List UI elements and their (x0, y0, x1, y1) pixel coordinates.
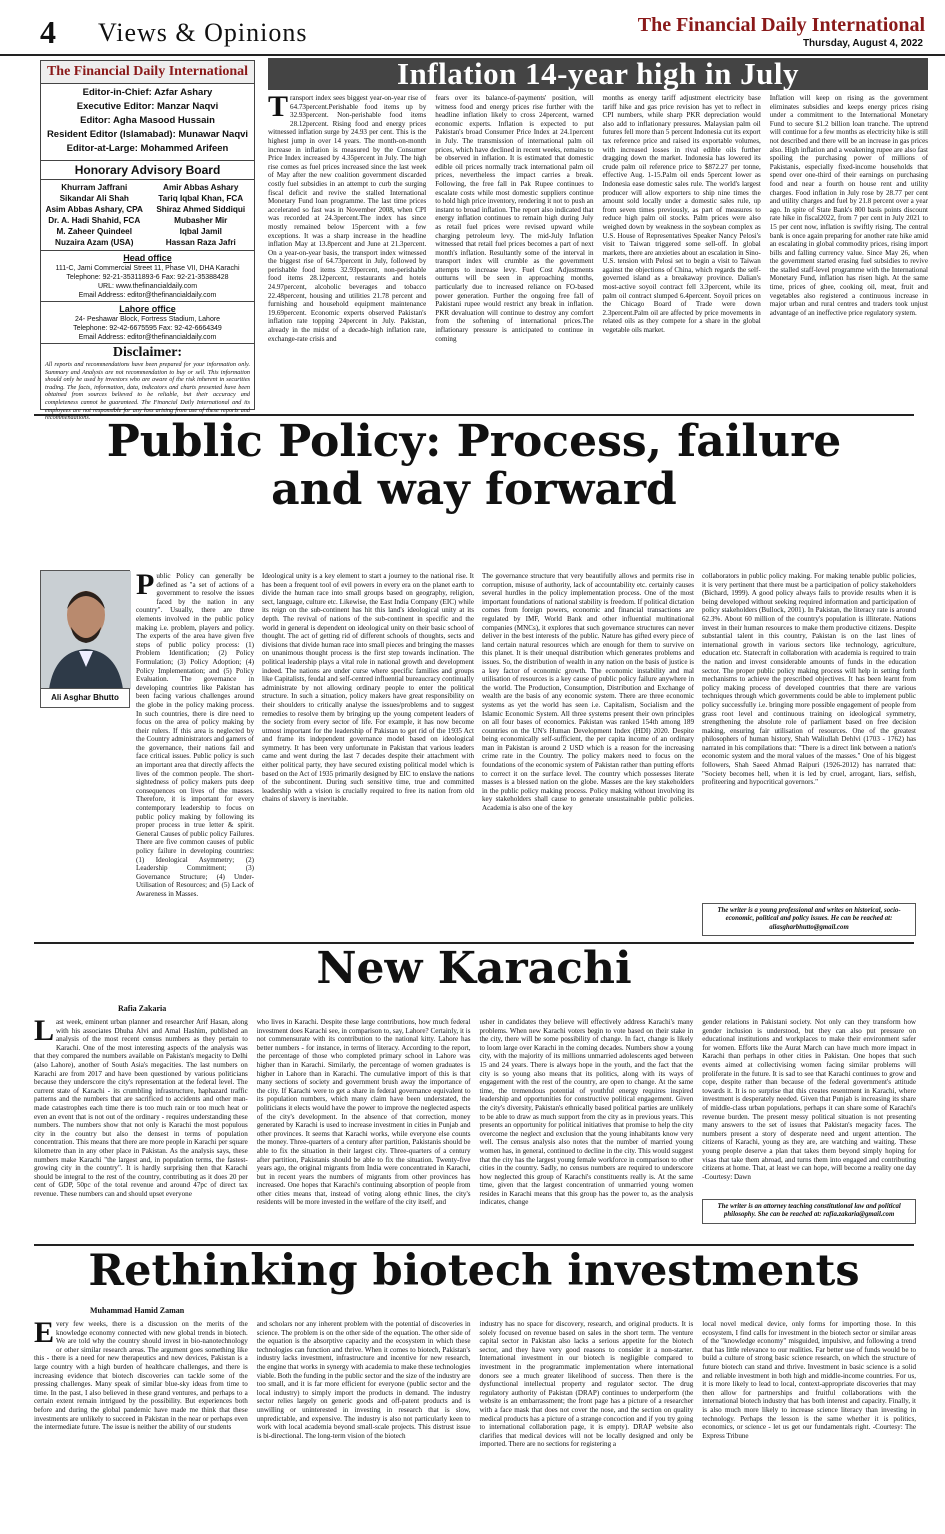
disclaimer-title: Disclaimer: (112, 345, 183, 360)
article-column (34, 1316, 248, 1528)
advisory-board-list (41, 180, 254, 251)
author-photo-caption: Ali Asghar Bhutto (40, 688, 130, 708)
drop-cap: T (268, 90, 289, 123)
article-column: Ideological unity is a key element to start a journey to the national rise. It has been a frequent tool of evil powers in every era on the planet earth to divide the human race into small groups based on geography, religion, sect, language, culture etc. Likewise, the East India Company (EIC) while its reign on the sub-continent has hit this land's ideological unity at its depth. The revival of nations of the sub-continent in specific and the world in general is dependent on ideological unity on their basic school of thought. The act of getting rid of different schools of thoughts, sects and divisions that divide human race into small pieces and bringing the masses on unanimous thought process is the first step towards inclination. The political leadership plays a vital role in national growth and development indeed. The nations are under curse where specific families and groups like Capitalists, feudal and self-centred influential bureaucracy continually administrate by not allowing ordinary people to enter the political structure. In such a situation, policy makers have great responsibility on their shoulders to critically analyse the issues/problems and to suggest remedies to resolve them by bringing up the young competent leaders of the society from every sector of life. For example, it has now become utmost important for the leadership of Pakistan to get rid of the 1935 Act and frame its independent governance model based on ideological symmetry. It has been very unfortunate in Pakistan that various leaders came and went during the last 7 decades despite their attachment with either political party, they have secured existing political model which is based on the Act of 1935 primarily designed by EIC to enslave the nations of the subcontinent. During such sensitive time, true and committed leadership with a vision is crucially required to free its nation from old chains of slavery is inevitable. (262, 572, 474, 804)
board-member: Mubasher Mir (174, 216, 228, 225)
masthead-name: The Financial Daily International (41, 61, 254, 84)
advisory-board-title: Honorary Advisory Board (41, 160, 254, 180)
public-policy-headline (34, 418, 914, 514)
article-column (34, 1014, 248, 1238)
address-line: 111-C, Jami Commercial Street 11, Phase VII, DHA Karachi (55, 265, 240, 272)
byline: Muhammad Hamid Zaman (90, 1306, 185, 1315)
drop-cap: E (34, 1316, 55, 1349)
article-column: local novel medical device, only forms for importing those. In this ecosystem, I find calls for investment in the biotech sector or similar areas of the "knowledge economy" misguided, impulsive, and following a trend that has little relevance to our realities. Far better use of funds would be to build a culture of strong basic science research, on which the structure of future biotech can stand and thrive. Investment in basic science is a solid and reliable investment in both high and middle-income countries. For us, it is more likely to lead to local, context-appropriate discoveries that may then allow for partnerships and fruitful collaborations with the international biotech industry that has both interest and capacity. Finally, it is also much more likely to increase science literacy than investing in technology. Perhaps the lesson is the same whether it is politics, economics, or science - let us get our fundamentals right. -Courtesy: The Express Tribune (702, 1320, 916, 1440)
article-text: gender relations in Pakistani society. Not only can they transform how gender inclusion is understood, but they can also put pressure on educational institutions and workplaces to make their environment safer for women. Efforts like the Aurat March can have much more impact in Karachi than perhaps in other cities in Pakistan. One hopes that such events aimed at collectivising women facing similar problems will proliferate in the future. It is sad to see that Karachi continues to grow and cope, despite rather than because of the federal government's attitude towards it. It is no surprise that this creates resentment in Karachi, where investment is desperately needed. Given that Punjab is increasing its share of middle-class urban populations, perhaps it can share some of Karachi's revenue burden. The present messy political situation is not presenting many answers to the set of issues that Pakistan's megacity faces. The numbers present a story of desperate need and urgent attention. The citizens of Karachi, young as they are, are watching and waiting. These young people deserve a plan that takes them beyond simply hoping for visas that take them abroad, and turns them into engaged and contributing citizens at home. That, at least we can hope, will become a reality one day -Courtesy: Dawn (702, 1018, 916, 1181)
headline-line: and way forward (271, 464, 677, 515)
board-member: Khurram Jaffrani (61, 183, 128, 192)
board-member: Asim Abbas Ashary, CPA (45, 205, 143, 214)
headline-line: Public Policy: Process, failure (106, 416, 842, 467)
address-line: 24- Peshawar Block, Fortress Stadium, Lahore (74, 316, 221, 323)
drop-cap: P (136, 568, 155, 601)
article-column: usher in candidates they believe will effectively address Karachi's many problems. When new Karachi voters begin to vote based on their stake in the city, there will be some possibility of change. In fact, change is likely to loom large over Karachi in the coming decades. Numbers show a young city, with the majority of its millions unmarried adolescents aged between 15 and 24 years. There is always hope in the youth, and the fact that the city is so young also means that its politics, along with its ways of engagement with the rest of the country, are open to change. At the same time, the tremendous potential of youthful energy requires inspired leadership and opportunities for constructive political engagement. Given the city's diversity, Pakistan's ethnically based political parties are unlikely to be able to draw as much support from the city as in previous years. This presents an opportunity for political initiatives that promise to help the city overcome the neglect and exclusion that the young inhabitants know very well. The census analysis also notes that the number of married young women has, in general, continued to decline in the city. This would suggest that the city has the largest young female workforce in comparison to other cities in the country. Sadly, no census numbers are required to underscore how neglected this group of Karachi's constituents really is. At the same time, given that the largest concentration of unmarried young women resides in Karachi means that this group has the power to, as the analysis indicates, change (479, 1018, 694, 1207)
author-note: The writer is a young professional and writes on historical, socio-economic, political and policy issues. He can be reached at: aliasgharbhutto@gmail.com (702, 903, 916, 936)
address-line: Email Address: editor@thefinancialdaily.com (78, 334, 217, 341)
board-member: M. Zaheer Quindeel (56, 227, 133, 236)
article-column: fears over its balance-of-payments' position, will witness food and energy prices rise further with the headline inflation likely to cross 24percent, warned economic experts. Inflation is expected to put Pakistan's broad Consumer Price Index at 24.1percent in July. The transmission of international palm oil prices, which have declined in recent weeks, remains to be observed in inflation. It is estimated that domestic edible oil prices normally track international palm oil prices, nevertheless the impact carries a break. Following, the free fall in Pak Rupee continues to escalate costs while most domestic suppliers continue to hold high price inventory, rendering it not to push an instant to broad inflation. The report also indicated that energy inflation continues to remain high during July as retail fuel prices were revised upward while charging petroleum levy. The mid-July Inflation witnessed that retail fuel prices becomes a part of next month's inflation. Resultantly some of the interval in transport index will crumble as the government attempts to increase levy. Fuel Cost Adjustments outturns will be seen in approaching months, particularly due to increased reliance on FO-based power generation. Further the ongoing free fall of Pakistani rupee would restrict any break in inflation. PKR devaluation will continue to destroy any comfort from the softening of international prices.The inflationary pressure is anticipated to continue in coming (435, 94, 594, 343)
biotech-headline: Rethinking biotech investments (88, 1246, 860, 1296)
page-header (0, 0, 945, 56)
inflation-article (268, 90, 928, 410)
paper-name: The Financial Daily International (637, 14, 925, 36)
head-office-address (41, 263, 254, 302)
address-line: Email Address: editor@thefinancialdaily.com (78, 292, 217, 299)
article-column: The governance structure that very beautifully allows and permits rise in corruption, misuse of authority, lack of accountability etc. certainly causes several hurdles in the policy implementation process. One of the most important foundations of national stability is freedom. If political dictation comes from foreign powers, economic and financial transactions are regulated by IMF, World Bank and other influential multinational companies (MNCs), it explores that such governance structures can never deliver in the best interests of the public. Nature has gifted every piece of land certain natural resources which are enough for them to survive on this planet. It is their unequal distribution which generates problems and issues. So, the distribution of wealth in any nation on the basis of justice is a key factor of economic growth. The economic instability and mal utilisation of resources is a key cause of public policy failure anywhere in the world. The Production, Consumption, Distribution and Exchange of wealth are the basis of any economic system. There are three economic systems as yet the world has seen i.e. Capitalism, Socialism and the Islamic Economic System. All three systems present their own principles on all four bases of economics. Pakistan was ranked 154th among 189 countries on the UN's Human Development Index (HDI) 2020. Despite being economically self-sufficient, the per capita income of an ordinary man in Pakistan is around 2 USD which is a reason for the increasing crime rate in the Country. The policy makers need to focus on the foundations of the economic system of Pakistan rather than putting efforts to correct it on the surface level. The country which possesses literate masses is a blessed nation on the globe. Masses are the key stakeholders in the public policy making process. Policy making without involving its key stakeholders shall cause to generate unsustainable public policies. Academia is also one of the key (482, 572, 694, 813)
section-title: Views & Opinions (98, 18, 308, 47)
masthead-box (40, 60, 255, 422)
lahore-office-address (41, 314, 254, 344)
author-note: The writer is an attorney teaching constitutional law and political philosophy. She can be reached at: rafia.zakaria@gmail.com (702, 1199, 916, 1224)
board-member: Dr. A. Hadi Shahid, FCA (48, 216, 141, 225)
address-line: URL: www.thefinancialdaily.com (97, 283, 198, 290)
article-text: very few weeks, there is a discussion on the merits of the knowledge economy connected with new global trends in biotech. We are told why the country should invest in bio-nanotechnology or other similar research areas. The argument goes something like this - there is a need for new therapeutics and new devices, Pakistan is a large country with a high burden of healthcare challenges, and there is increasing evidence that biotech discoveries can tackle some of the pressing challenges. Many speak of similar blue-sky ideas from time to time. In the past, I also believed in these grand ventures, and perhaps to a certain extent remain intrigued by the possibility. But experiences both before and during the global pandemic have made me think that these investments are unlikely to succeed in Pakistan in the near or perhaps even the intermediate future. The issue is neither the ability of our students (34, 1320, 248, 1432)
editor-line: Resident Editor (Islamabad): Munawar Naqvi (46, 129, 249, 140)
board-member: Tariq Iqbal Khan, FCA (158, 194, 244, 203)
board-member: Nuzaira Azam (USA) (55, 238, 134, 247)
article-text: ublic Policy can generally be defined as "a set of actions of a government to resolve the issues faced by the nation in any country". Usually, there are three elements involved in the public policy making i.e. problem, players and policy. The experts of the area have given five steps of public policy process: (1) Problem Identification; (2) Policy Formulation; (3) Policy Adoption; (4) Policy Implementation; and (5) Policy Evaluation. The governance in developing countries like Pakistan has been facing various challenges around the globe in the policy making process. In such countries, there is dire need to focus on the area of policy making by their rulers. If this area is neglected by the Country administrators and gamers of the governance, their nations fail and face critical issues. Public policy is such an important area that directly affects the lives of the common people. The short-sightedness of policy makers puts deep consequences on lives of the masses. Therefore, it is important for every contemporary leadership to focus on public policy making by following its proper process in true letter & spirit. General Causes of public policy Failures. There are five common causes of public policy failure in developing countries: (1) Ideological Asymmetry; (2) Leadership Commitment; (3) Governance Structure; (4) Under-Utilisation of Resources; and (5) Lack of Awareness in Masses. (136, 572, 255, 898)
biotech-article (34, 1316, 916, 1528)
article-column (268, 90, 427, 410)
article-column: and scholars nor any inherent problem with the potential of discoveries in science. The problem is on the other side of the equation. The other side of the equation is the absorptive capacity and the ecosystem in which these technologies can function and thrive. When it comes to biotech, Pakistan's industry lacks investment, infrastructure and incentive for new research, the engine that works in synergy with academia to make these technologies viable. Both the funding in the public sector and the size of the industry are too small, and it is far more efficient for everyone (public sector and the local industry) to simply import the products in demand. The industry sector relies largely on generic goods and off-patent products and is unwilling or uninterested in investing in research that is slow, unpredictable, and expensive. The industry is also not particularly keen to work with local academia beyond small-scale projects. This distrust issue is bi-directional. The long-term vision of the biotech (256, 1320, 471, 1440)
disclaimer-text: All reports and recommendations have been prepared for your information only. Summary and Analysis are not recommendation to buy or sell. This information should only be used by investors who are aware of the risk inherent in securities trading. The facts, information, data, indicators and charts presented have been obtained from sources believed to be reliable, but their accuracy and completeness cannot be guaranteed. The Financial Daily International and its employees are not responsible for any loss arising from use of these reports and recommendations. (45, 361, 250, 422)
article-text: ast week, eminent urban planner and researcher Arif Hasan, along with his associates Dhuha Alvi and Amal Hashim, published an analysis of the most recent census numbers as they pertain to Karachi. One of the most interesting aspects of the analysis was that they compared the numbers available on Pakistan's megacity to Delhi (also Lahore), another of South Asia's megacities. The last numbers on Karachi are from 2017 and have been questioned by various politicians because they underscore the city's representation at the federal level. The current state of Karachi - its crumbling infrastructure, haphazard traffic patterns and the numbers that are sacrificed to accidents and other man-made catastrophes each time there is too much rain or too much heat or even an event that is not out of the ordinary - requires understanding these numbers. The numbers show that not only is Karachi the most populous city in the country but also the densest in terms of population concentration. This means that there are more people in Karachi per square kilometre than in any other place in Pakistan. As the analysis says, these numbers make Karachi "the largest and, in population terms, the fastest-growing city in the country". It is hardly surprising then that Karachi should be integral to the rest of the country, contributing as it does 20 per cent of GDP, 50pc of the total revenue and around 47pc of direct tax revenue. These numbers can and should upset everyone (34, 1018, 248, 1198)
article-column: industry has no space for discovery, research, and original products. It is solely focused on revenue based on sales in the short term. The venture capital sector in Pakistan also lacks a serious appetite for the biotech sector, and they have very good reasons to consider it a non-starter. International investment in our biotech is negligible compared to investment in the programmatic implementation where international donors see a much greater likelihood of success. Then there is the dysfunctional intellectual property and regulator sector. The drug regulatory authority of Pakistan (DRAP) continues to underperform (the website is an embarrassment; the front page has a picture of a researcher with a face mask that does not cover the nose, and the section on quality medical products has a picture of a strange concoction and if you try going to international collaboration page, it is empty). DRAP website also clarifies that medical devices will not be locally designed and only be imported. There are no sections for registering a (479, 1320, 694, 1449)
board-member: Hassan Raza Jafri (165, 238, 236, 247)
new-karachi-article (34, 1014, 916, 1238)
editor-list (41, 84, 254, 158)
lahore-office-title: Lahore office (119, 304, 176, 314)
article-column: Inflation will keep on rising as the government eliminates subsidies and keeps energy prices rising under a commitment to the International Monetary Fund to secure $1.2 billion loan tranche. The uptrend will continue for a few months as electricity hike is still not described and there will be an increase in gas prices also. High inflation and a weakening rupee are also fast spoiling the purchasing power of millions of Pakistanis, especially fixed-income households that spend over one-third of their earnings on purchasing food and near a fourth on house rent and utility charges. Food inflation in July rose by 28.77 per cent and utility charges and fuel by 21.8 percent over a year ago. In spite of State Bank's 800 basis points discount rate hike in fiscal2022, from 7 per cent in July 2021 to 15 per cent now, inflation is swiftly rising. The central bank is once again preparing for another rate hike amid an escalating in global commodity prices, rising import bills and falling currency value. Since May 26, when the government started erasing fuel subsidies to revive the stalled staff-level programme with the International Monetary Fund, inflation has risen high. At the same time, prices of ghee, cooking oil, meat, fruit and vegetables also registered a continuous increase in major urban and rural centres and traders took unjust advantage of an ineffective price regulatory system. (769, 94, 928, 317)
article-column (702, 1018, 916, 1238)
article-column (702, 572, 916, 942)
publication-date: Thursday, August 4, 2022 (802, 38, 923, 49)
board-member: Amir Abbas Ashary (163, 183, 239, 192)
address-line: Telephone: 92-21-35311893-6 Fax: 92-21-35388428 (66, 274, 229, 281)
head-office-title: Head office (123, 253, 172, 263)
address-line: Telephone: 92-42-6675595 Fax: 92-42-6664349 (73, 325, 222, 332)
article-text: ransport index sees biggest year-on-year rise of 64.73percent.Perishable food items up by 32.93percent. Non-perishable food items 28.12percent. Rising food and energy prices witnessed inflation surge by 24.93 per cent. This is the highest jump in over 14 years. The month-on-month increase in inflation is measured by the Consumer Price Index increased by 4.35percent in July. The high rise comes as fuel prices increased since the last week of May after the new coalition government discarded costly fuel subsidies in an attempt to curb the surging fiscal deficit and revive the stalled International Monetary Fund loan programme. The last time prices accelerated so fast was in November 2008, when CPI was recorded at 24.3percent.The index has since mostly remained below 15percent with a few exceptions. It was a sharp increase in the headline inflation May at 13.8percent and June at 21.3percent. On a year-on-year basis, the transport index witnessed the biggest rise of 64.73percent in July, followed by perishable food items 32.93percent, non-perishable food items 28.12percent, restaurants and hotels 24.97percent, alcoholic beverages and tobacco 22.48percent, housing and utilities 21.78 percent and furnishing and household equipment maintenance 19.69percent. Economic experts observed Pakistan's inflation rate topping 24percent in July. Pakistan, already in the midst of a decade-high inflation rate, exchange-rate crisis and (268, 94, 427, 343)
public-policy-article (40, 568, 916, 942)
editor-line: Editor-in-Chief: Azfar Ashary (82, 87, 213, 98)
byline: Rafia Zakaria (118, 1004, 167, 1013)
article-column: months as energy tariff adjustment electricity base tariff hike and gas price revision has yet to reflect in CPI numbers, while sharp PKR depreciation would also add to inflationary pressures. Malaysian palm oil futures fell more than 5 percent Indonesia cut its export tax reference price and raised its exportable volumes, with increased losses in rival edible oils further dragging down the market. Indonesia has lowered its crude palm oil reference price to $872.27 per tonne, effective Aug. 1-15.Palm oil ends 5percent lower as Indonesia ease domestic sales rule. The world's largest producer will allow exporters to ship nine times the amount sold locally under a domestic sales rule, up from seven times previously, as part of measures to reduce high palm oil stocks. Palm prices were also weighed down by weakness in the soybean complex as U.S. House of Representatives Speaker Nancy Pelosi's visit to Taiwan triggered some sell-off. In global markets, there are anxieties about an escalation in Sino-U.S. tension with Pelosi set to begin a visit to Taiwan against the objections of China, which regards the self-governed island as a breakaway province. Dalian's most-active soyoil contract fell 3.3percent, while its palm oil contract slumped 6.4percent. Soyoil prices on the Chicago Board of Trade were down 2.3percent.Palm oil are affected by price movements in related oils as they compete for a share in the global vegetable oils market. (602, 94, 761, 335)
editor-line: Executive Editor: Manzar Naqvi (76, 101, 219, 112)
article-column (40, 714, 254, 942)
board-member: Sikandar Ali Shah (59, 194, 129, 203)
article-text: collaborators in public policy making. For making tenable public policies, it is very pertinent that there must be a participation of policy stakeholders (Bichard, 1999). A good policy always fails to provide results when it is being developed without seeking required information and participation of policy stakeholders (Bullock, 2001). In Pakistan, the literacy rate is around 62.3%. About 60 million of the country's population is illiterate. Nations invest in their human resources to make them productive citizens. Despite substantial talent in this country, Pakistan is on the last lines of international growth in various sectors like technology, agriculture, education etc. Statecraft in collaboration with academia is required to train the nation and invest considerable amounts of funds in the education sector. The proper public policy making process will help in setting forth mechanisms to achieve the prescribed objectives. It has been learnt from policy making process of developed countries that there are various techniques through which governments could be able to implement public policy successfully i.e. bringing more possible engagement of people from grass root level and continuous training on ideological symmetry, strengthening the absolute role of parliament based on free decision making, ensuring fair utilisation of resources. One of the greatest philosophers of human history, Shah Waliullah Dehlvi (1703 - 1762) has narrated in his compilations that: "There is a direct link between a nation's economic system and the moral values of the masses." One of his biggest followers, Shah Saeed Ahmad Raipuri (1926-2012) has narrated that: "Society becomes hell, when it is led by cruel, arrogant, liars, selfish, profiteering and hypocritical governors." (702, 572, 916, 787)
drop-cap: L (34, 1014, 55, 1047)
inflation-headline: Inflation 14-year high in July (268, 58, 928, 90)
board-column-right (148, 182, 255, 248)
editor-line: Editor-at-Large: Mohammed Arifeen (66, 143, 229, 154)
new-karachi-headline: New Karachi (316, 943, 632, 994)
board-member: Shiraz Ahmed Siddiqui (156, 205, 246, 214)
article-column: who lives in Karachi. Despite these large contributions, how much federal investment does Karachi see, in comparison to, say, Lahore? Certainly, it is not commensurate with its contribution to the national kitty. Lahore has better numbers - for instance, in terms of literacy. According to the report, the percentage of those who completed primary school in Lahore was higher than in Karachi. Similarly, the percentage of women graduates is higher in Lahore than in Karachi. The cumulative import of this is that many sections of society and government brush away the importance of the city. If Karachi were to get a share in federal governance equivalent to its population numbers, which many claim have been understated, the politicians it elects would have the power to improve the neglected aspects of the city's development. In the absence of that correction, money generated by Karachi is used to increase investment in cities in Punjab and other provinces. It seems that Karachi works, while everyone else counts the money. Three-quarters of a century after partition, Pakistanis should be able to fix the situation in their largest city. Three-quarters of a century after partition, Pakistanis should be able to fix the situation. Twenty-five years ago, the original migrants from India were concentrated in Karachi, but in recent years the numbers of migrants from other provinces has increased. One hopes that Karachi's continuing absorption of people from other cities means that, instead of voting along ethnic lines, the city's residents will be more invested in the welfare of the city itself, and (256, 1018, 471, 1207)
article-column-lead (136, 568, 255, 898)
page-number: 4 (40, 14, 56, 50)
board-member: Iqbal Jamil (179, 227, 222, 236)
editor-line: Editor: Agha Masood Hussain (80, 115, 215, 126)
board-column-left (41, 182, 148, 248)
